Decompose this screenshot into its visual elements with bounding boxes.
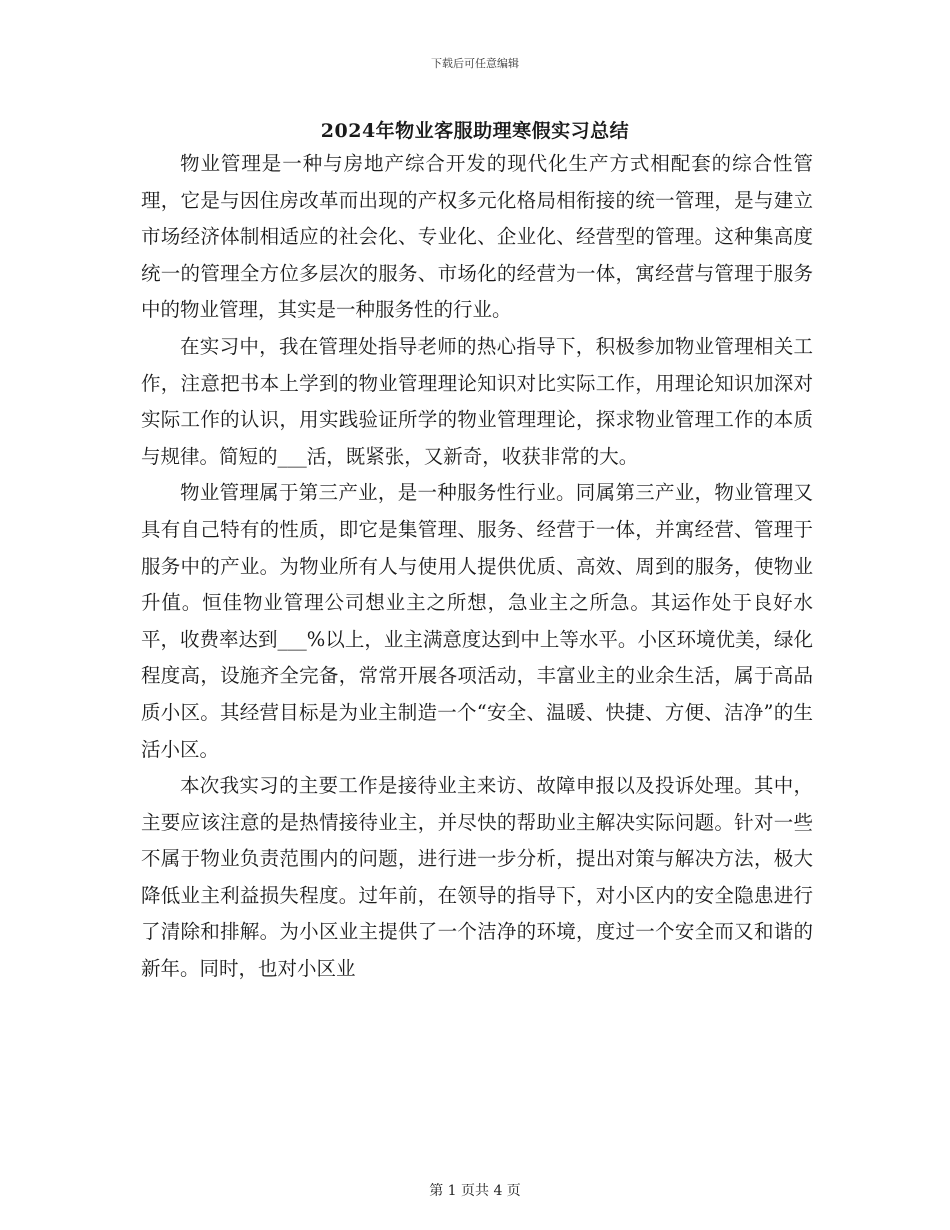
document-body <box>141 146 813 988</box>
paragraph-4: 本次我实习的主要工作是接待业主来访、故障申报以及投诉处理。其中，主要应该注意的是热情接待业主，并尽快的帮助业主解决实际问题。针对一些不属于物业负责范围内的问题，进行进一步分析，提出对策与解决方法，极大降低业主利益损失程度。过年前，在领导的指导下，对小区内的安全隐患进行了清除和排解。为小区业主提供了一个洁净的环境，度过一个安全而又和谐的新年。同时，也对小区业 <box>141 774 813 981</box>
paragraph-3: 物业管理属于第三产业，是一种服务性行业。同属第三产业，物业管理又具有自己特有的性质，即它是集管理、服务、经营于一体，并寓经营、管理于服务中的产业。为物业所有人与使用人提供优质、高效、周到的服务，使物业升值。恒佳物业管理公司想业主之所想，急业主之所急。其运作处于良好水平，收费率达到___%以上，业主满意度达到中上等水平。小区环境优美，绿化程度高，设施齐全完备，常常开展各项活动，丰富业主的业余生活，属于高品质小区。其经营目标是为业主制造一个“安全、温暖、快捷、方便、洁净”的生活小区。 <box>141 481 813 761</box>
paragraph-2: 在实习中，我在管理处指导老师的热心指导下，积极参加物业管理相关工作，注意把书本上学到的物业管理理论知识对比实际工作，用理论知识加深对实际工作的认识，用实践验证所学的物业管理理论，探求物业管理工作的本质与规律。简短的___活，既紧张，又新奇，收获非常的大。 <box>141 334 813 468</box>
page-number: 第 1 页共 4 页 <box>429 1183 521 1199</box>
paragraph-1: 物业管理是一种与房地产综合开发的现代化生产方式相配套的综合性管理，它是与因住房改革而出现的产权多元化格局相衔接的统一管理，是与建立市场经济体制相适应的社会化、专业化、企业化、经营型的管理。这种集高度统一的管理全方位多层次的服务、市场化的经营为一体，寓经营与管理于服务中的物业管理，其实是一种服务性的行业。 <box>141 152 813 322</box>
document-title: 2024年物业客服助理寒假实习总结 <box>320 120 630 142</box>
header-note: 下载后可任意编辑 <box>431 57 519 70</box>
